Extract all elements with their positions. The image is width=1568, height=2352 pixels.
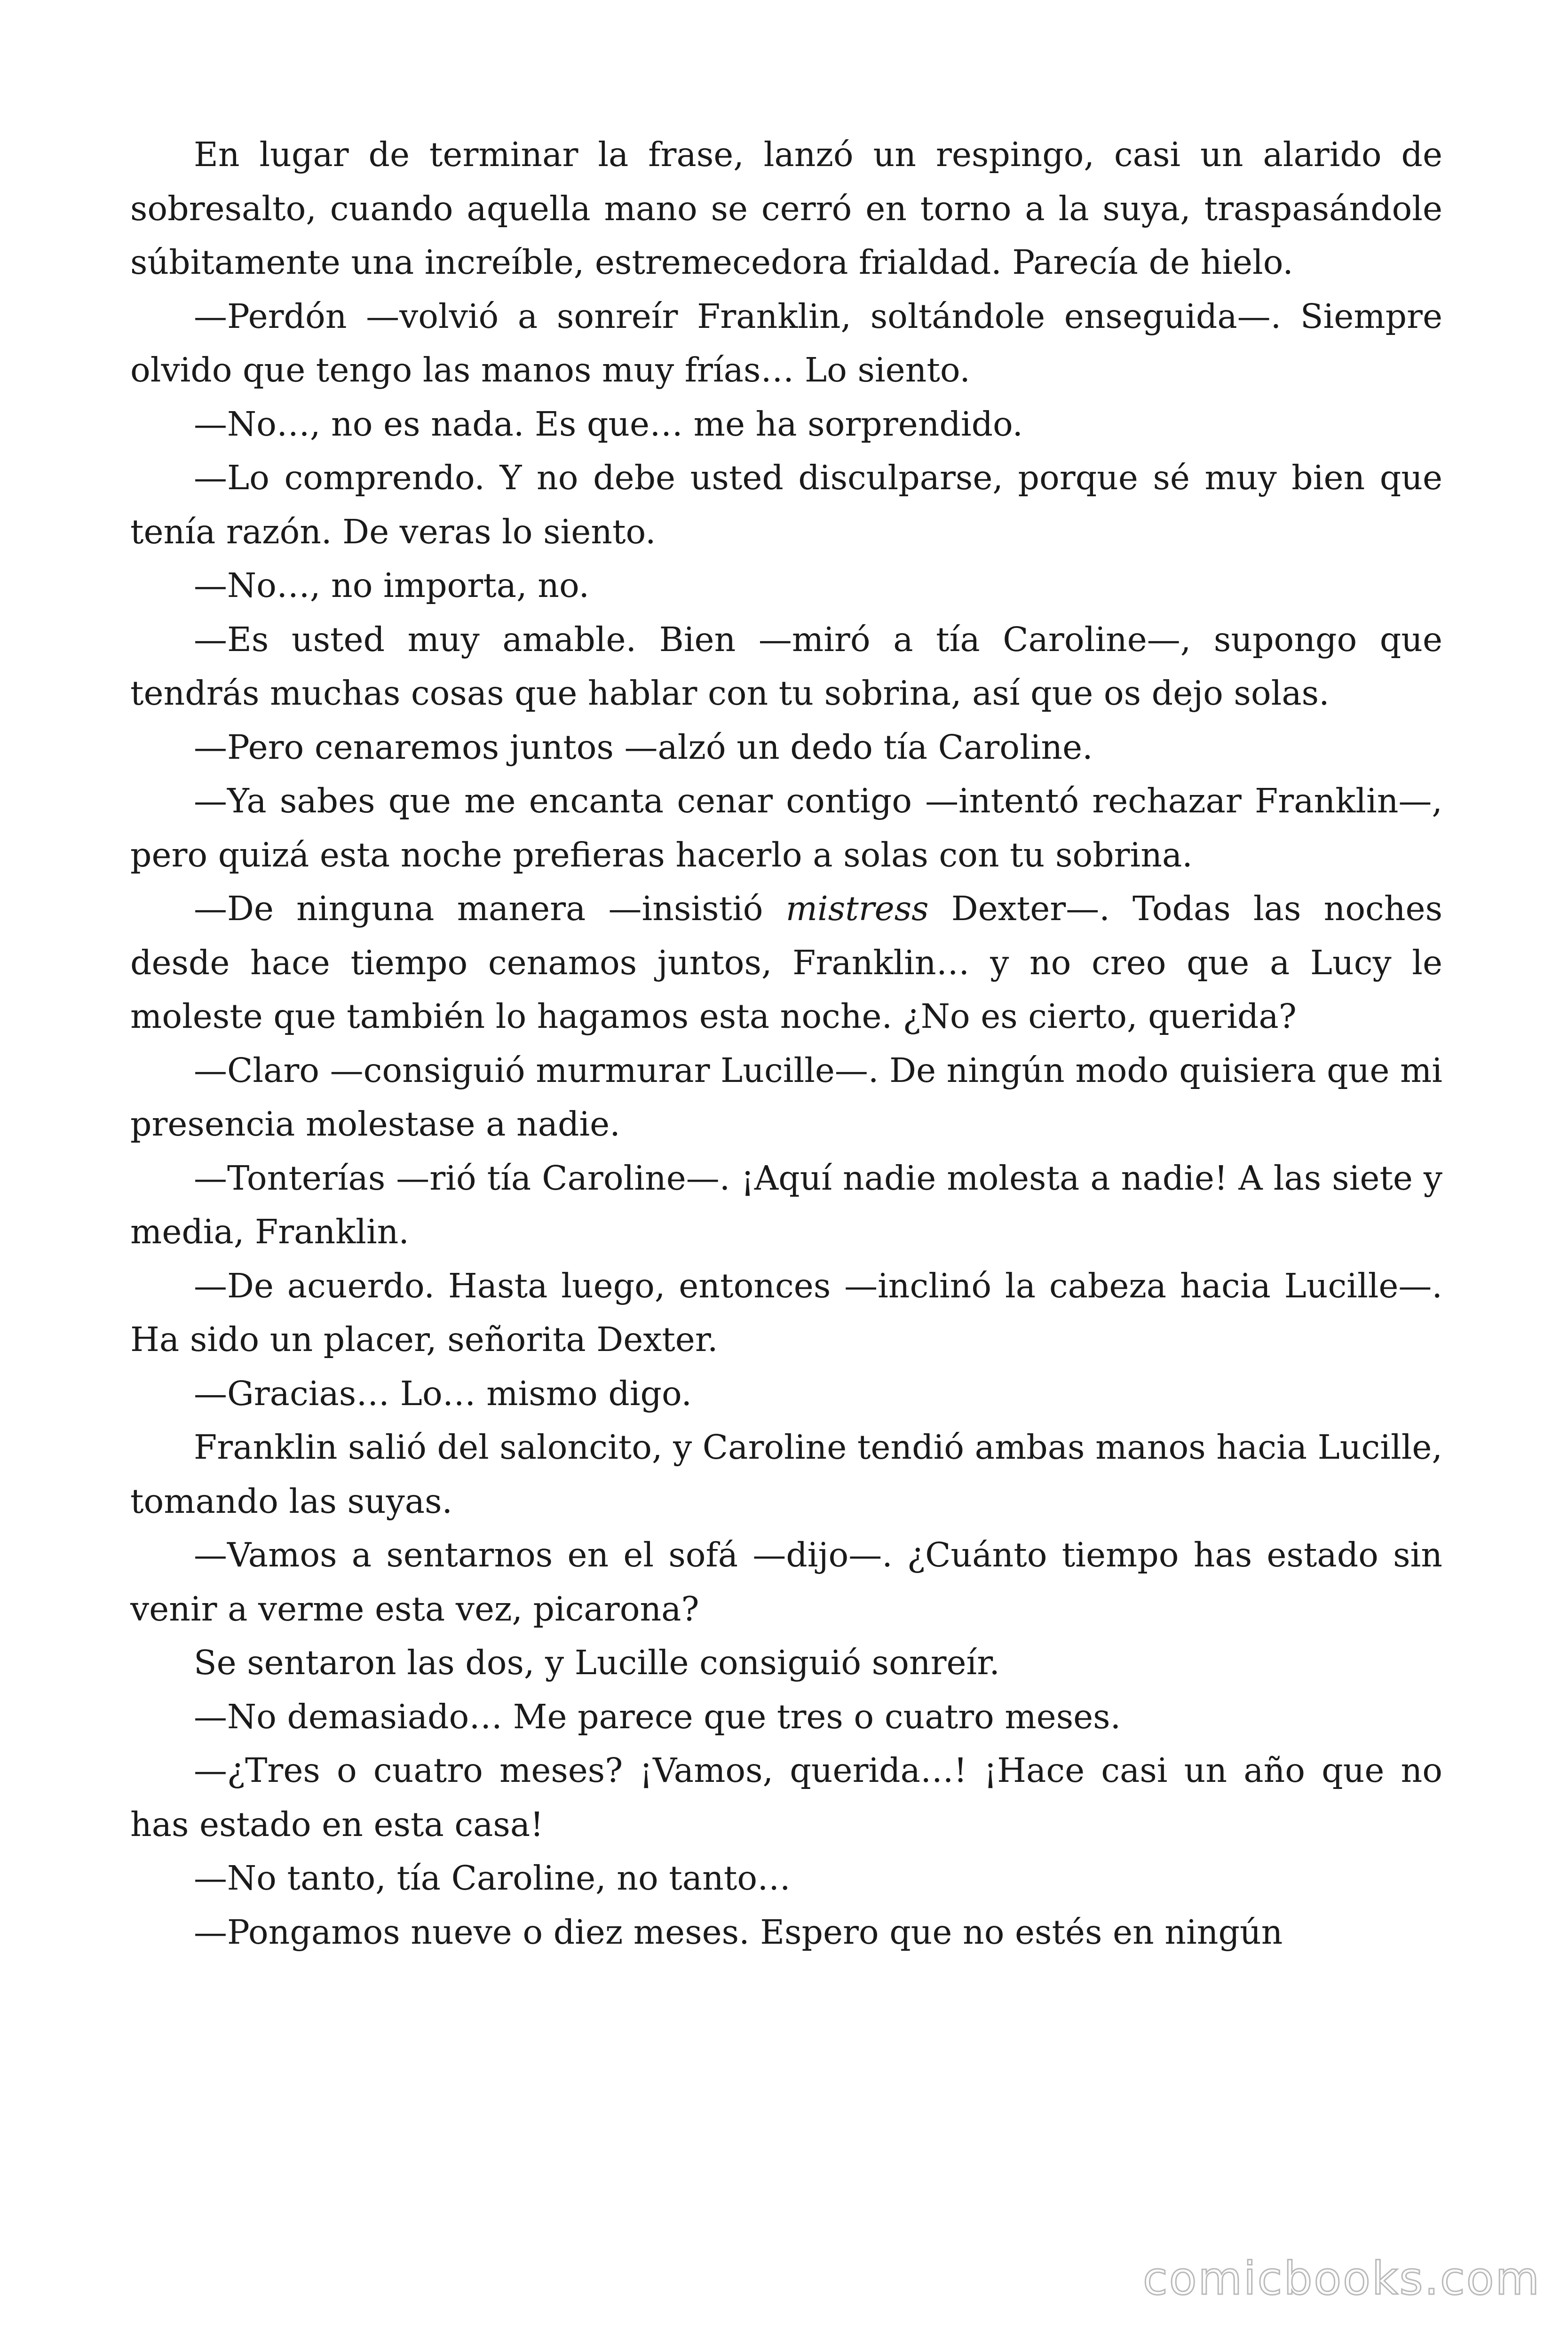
paragraph: —No…, no es nada. Es que… me ha sorprendido. bbox=[194, 404, 1023, 444]
paragraph: —Tonterías —rió tía Caroline—. ¡Aquí nadie molesta a nadie! A las siete y media, Franklin. bbox=[130, 1158, 1442, 1251]
paragraph: —Ya sabes que me encanta cenar contigo —intentó rechazar Franklin—, pero quizá esta noche prefieras hacerlo a solas con tu sobrina. bbox=[130, 781, 1442, 874]
paragraph: —No…, no importa, no. bbox=[194, 566, 590, 605]
text-run: Dexter—. Todas las noches desde hace tiempo cenamos juntos, Franklin… y no creo que a Lucy le moleste que también lo hagamos esta noche. ¿No es cierto, querida? bbox=[130, 889, 1443, 1036]
paragraph: —Gracias… Lo… mismo digo. bbox=[194, 1374, 692, 1413]
paragraph: —Lo comprendo. Y no debe usted disculparse, porque sé muy bien que tenía razón. De veras lo siento. bbox=[130, 458, 1442, 551]
paragraph: —¿Tres o cuatro meses? ¡Vamos, querida…! ¡Hace casi un año que no has estado en esta casa! bbox=[130, 1751, 1442, 1844]
paragraph: —Perdón —volvió a sonreír Franklin, soltándole enseguida—. Siempre olvido que tengo las manos muy frías… Lo siento. bbox=[130, 296, 1442, 389]
paragraph: —De acuerdo. Hasta luego, entonces —inclinó la cabeza hacia Lucille—. Ha sido un placer, señorita Dexter. bbox=[130, 1266, 1442, 1359]
paragraph: —Pero cenaremos juntos —alzó un dedo tía Caroline. bbox=[194, 727, 1093, 767]
watermark: comicbooks.com bbox=[1142, 2252, 1541, 2305]
paragraph: —Es usted muy amable. Bien —miró a tía Caroline—, supongo que tendrás muchas cosas que hablar con tu sobrina, así que os dejo solas. bbox=[130, 620, 1442, 713]
paragraph: —No tanto, tía Caroline, no tanto… bbox=[194, 1859, 791, 1898]
italic-word: mistress bbox=[785, 889, 929, 928]
paragraph: —Pongamos nueve o diez meses. Espero que no estés en ningún bbox=[194, 1912, 1283, 1952]
text-run: —De ninguna manera —insistió bbox=[194, 889, 786, 928]
paragraph: —Claro —consiguió murmurar Lucille—. De ningún modo quisiera que mi presencia molestase a nadie. bbox=[130, 1050, 1442, 1144]
paragraph: —No demasiado… Me parece que tres o cuatro meses. bbox=[194, 1697, 1121, 1736]
paragraph: —Vamos a sentarnos en el sofá —dijo—. ¿Cuánto tiempo has estado sin venir a verme esta vez, picarona? bbox=[130, 1535, 1442, 1629]
paragraph bbox=[130, 882, 1442, 1044]
paragraph: Franklin salió del saloncito, y Caroline tendió ambas manos hacia Lucille, tomando las suyas. bbox=[130, 1428, 1442, 1521]
paragraph: Se sentaron las dos, y Lucille consiguió sonreír. bbox=[194, 1643, 1000, 1682]
body-text bbox=[130, 128, 1442, 1959]
paragraph: En lugar de terminar la frase, lanzó un respingo, casi un alarido de sobresalto, cuando aquella mano se cerró en torno a la suya, traspasándole súbitamente una increíble, estremecedora frialdad. Parecía de hielo. bbox=[130, 135, 1442, 282]
